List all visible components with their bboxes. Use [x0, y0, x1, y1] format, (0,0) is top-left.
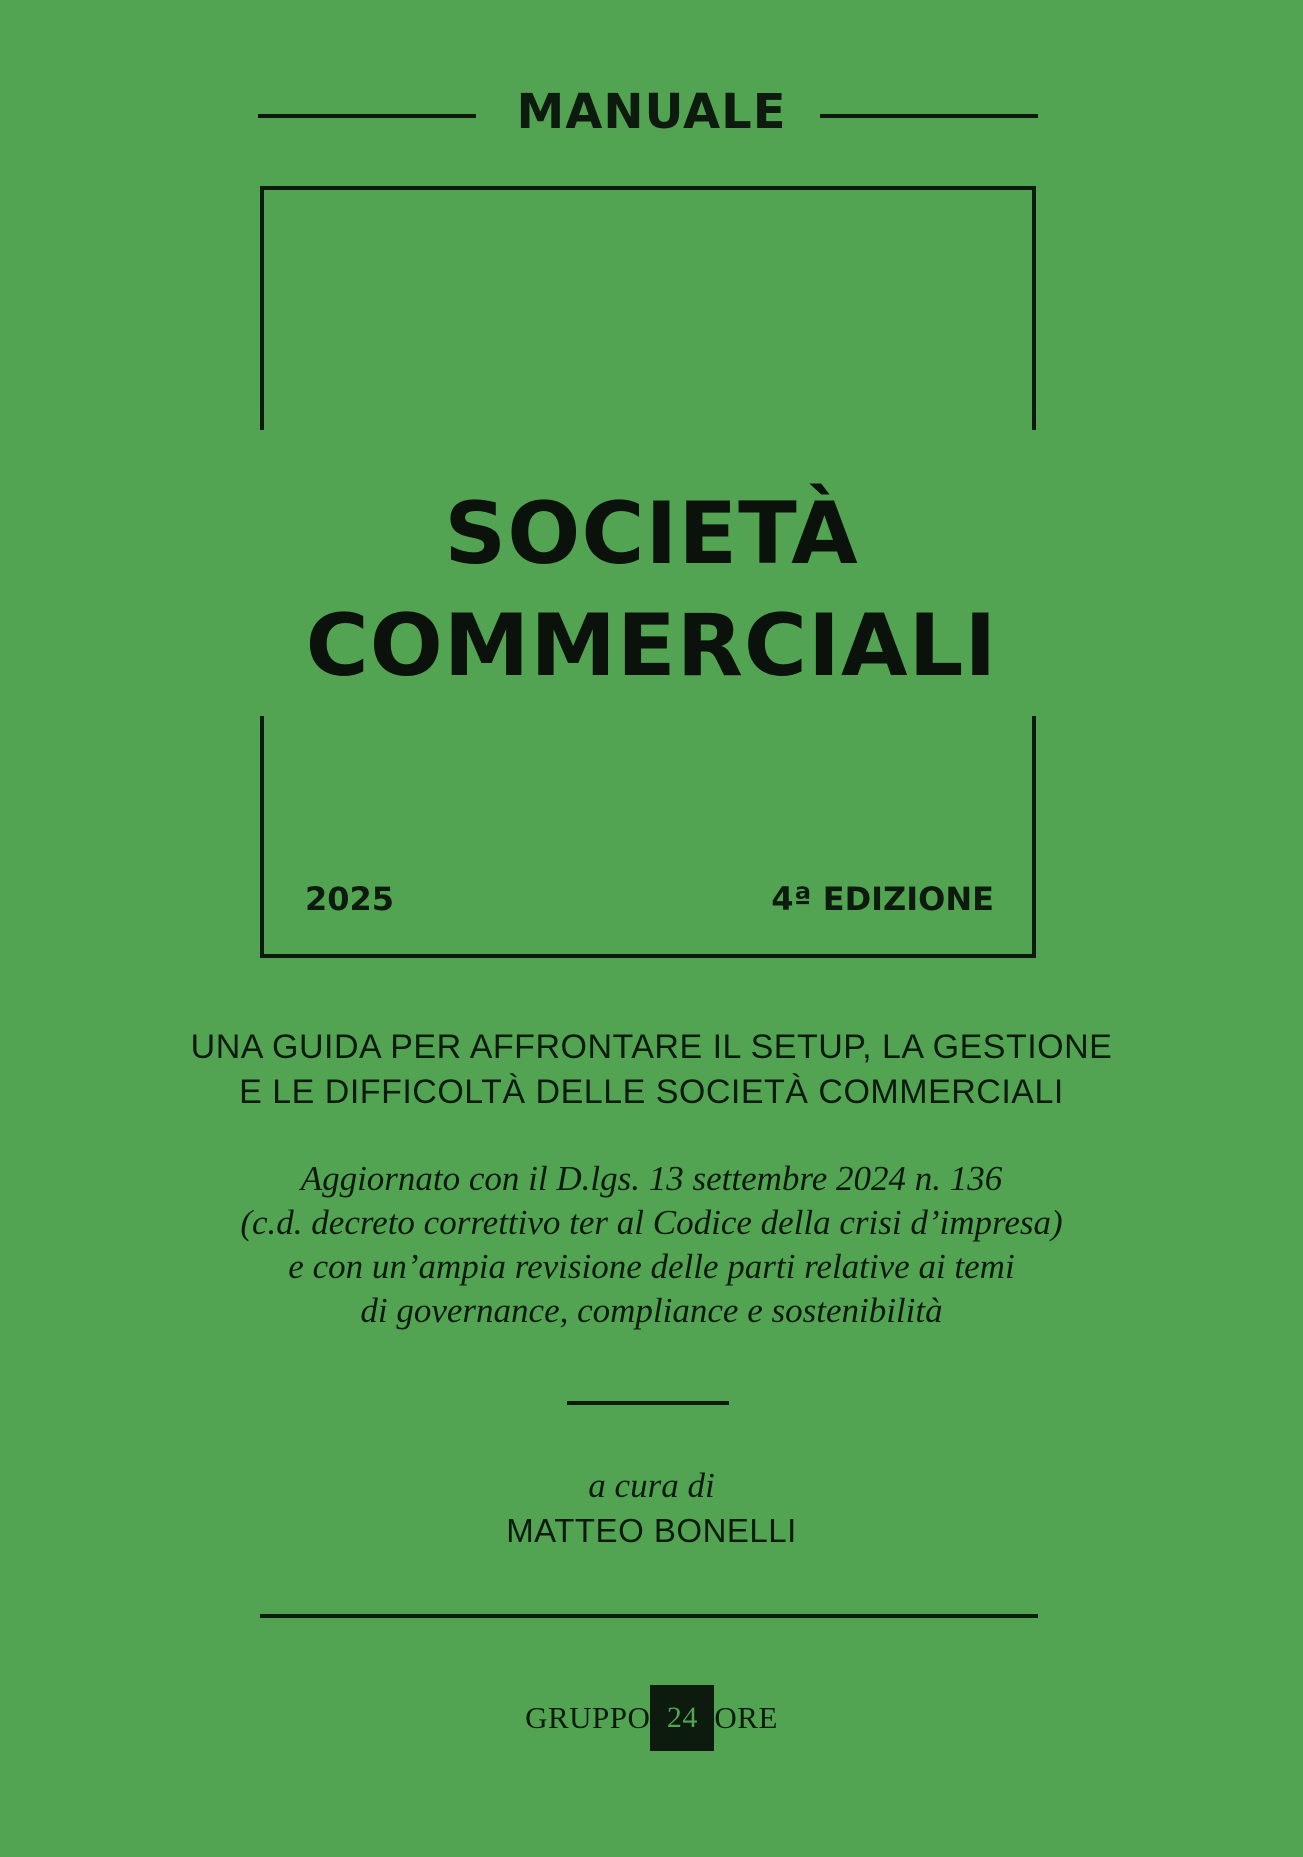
frame-right-upper — [1032, 186, 1036, 430]
bottom-rule — [260, 1614, 1038, 1618]
short-divider — [567, 1401, 729, 1405]
publisher-prefix: GRUPPO — [525, 1700, 651, 1735]
frame-left-lower — [260, 716, 264, 958]
frame-left-upper — [260, 186, 264, 430]
update-note-line-3: e con un’ampia revisione delle parti relative ai temi — [288, 1247, 1015, 1286]
frame-bottom — [260, 954, 1036, 958]
book-title — [0, 478, 1303, 702]
subtitle-line-2: E LE DIFFICOLTÀ DELLE SOCIETÀ COMMERCIALI — [239, 1073, 1064, 1111]
publication-year: 2025 — [305, 880, 395, 918]
update-note-line-4: di governance, compliance e sostenibilità — [360, 1291, 943, 1330]
publisher-suffix: ORE — [714, 1700, 778, 1735]
edition-label: 4ª EDIZIONE — [771, 880, 994, 918]
update-note-line-2: (c.d. decreto correttivo ter al Codice della crisi d’impresa) — [240, 1203, 1063, 1242]
curator-label: a cura di — [588, 1466, 715, 1505]
book-title-line-2: COMMERCIALI — [305, 596, 998, 696]
frame-right-lower — [1032, 716, 1036, 958]
update-note — [0, 1157, 1303, 1333]
series-rule-right — [820, 114, 1038, 118]
update-note-line-1: Aggiornato con il D.lgs. 13 settembre 2024 n. 136 — [300, 1159, 1003, 1198]
curator-name: MATTEO BONELLI — [506, 1512, 797, 1549]
subtitle — [0, 1025, 1303, 1115]
subtitle-line-1: UNA GUIDA PER AFFRONTARE IL SETUP, LA GESTIONE — [190, 1028, 1113, 1066]
publisher-number-box: 24 — [650, 1685, 714, 1751]
publisher-logo — [0, 1688, 1303, 1748]
frame-top — [260, 186, 1036, 190]
book-title-line-1: SOCIETÀ — [444, 484, 859, 584]
series-title: MANUALE — [516, 84, 787, 140]
